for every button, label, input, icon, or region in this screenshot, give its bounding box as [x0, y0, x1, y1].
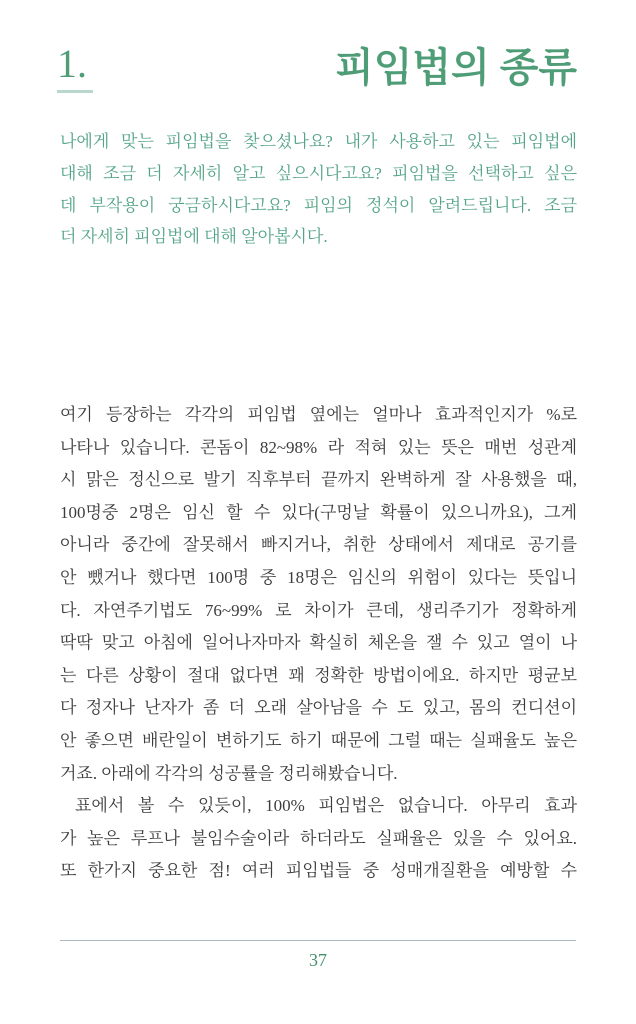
page-title: 피임법의 종류 — [335, 45, 577, 90]
body-paragraph — [60, 399, 577, 888]
footer-divider — [60, 940, 576, 941]
intro-line: 더 자세히 피임법에 대해 알아봅시다. — [60, 227, 328, 247]
body-text-line: 딱딱 맞고 아침에 일어나자마자 확실히 체온을 잴 수 있고 열이 나 — [60, 633, 577, 653]
body-text-line: 안 뺐거나 했다면 100명 중 18명은 임신의 위험이 있다는 뜻입니 — [60, 567, 577, 587]
chapter-number: 1. — [57, 44, 93, 93]
page-number: 37 — [309, 950, 327, 970]
body-text-line: 안 좋으면 배란일이 변하기도 하기 때문에 그럴 때는 실패율도 높은 — [60, 730, 577, 750]
body-text-line: 다. 자연주기법도 76~99% 로 차이가 큰데, 생리주기가 정확하게 — [60, 600, 577, 620]
intro-line: 데 부작용이 궁금하시다고요? 피임의 정석이 알려드립니다. 조금 — [60, 195, 577, 215]
body-text-line: 가 높은 루프나 불임수술이라 하더라도 실패율은 있을 수 있어요. — [60, 828, 577, 848]
intro-line: 나에게 맞는 피임법을 찾으셨나요? 내가 사용하고 있는 피임법에 — [60, 132, 577, 151]
body-text-line: 아니라 중간에 잘못해서 빠지거나, 취한 상태에서 제대로 공기를 — [60, 535, 577, 555]
body-text-line: 나타나 있습니다. 콘돔이 82~98% 라 적혀 있는 뜻은 매번 성관계 — [60, 437, 577, 457]
body-text-line: 여기 등장하는 각각의 피임법 옆에는 얼마나 효과적인지가 %로 — [60, 405, 577, 424]
body-text-line: 다 정자나 난자가 좀 더 오래 살아남을 수 도 있고, 몸의 컨디션이 — [60, 698, 577, 718]
body-text-line: 또 한가지 중요한 점! 여러 피임법들 중 성매개질환을 예방할 수 — [60, 861, 577, 881]
body-text-line: 는 다른 상황이 절대 없다면 꽤 정확한 방법이에요. 하지만 평균보 — [60, 665, 577, 685]
body-text-line: 100명중 2명은 임신 할 수 있다(구멍날 확률이 있으니까요), 그게 — [60, 502, 577, 522]
intro-paragraph — [60, 126, 577, 253]
intro-line: 대해 조금 더 자세히 알고 싶으시다고요? 피임법을 선택하고 싶은 — [60, 163, 577, 183]
body-text-line: 시 맑은 정신으로 발기 직후부터 끝까지 완벽하게 잘 사용했을 때, — [60, 470, 577, 490]
body-text-line: 거죠. 아래에 각각의 성공률을 정리해봤습니다. — [60, 763, 398, 783]
body-text-line: 표에서 볼 수 있듯이, 100% 피임법은 없습니다. 아무리 효과 — [75, 796, 577, 816]
